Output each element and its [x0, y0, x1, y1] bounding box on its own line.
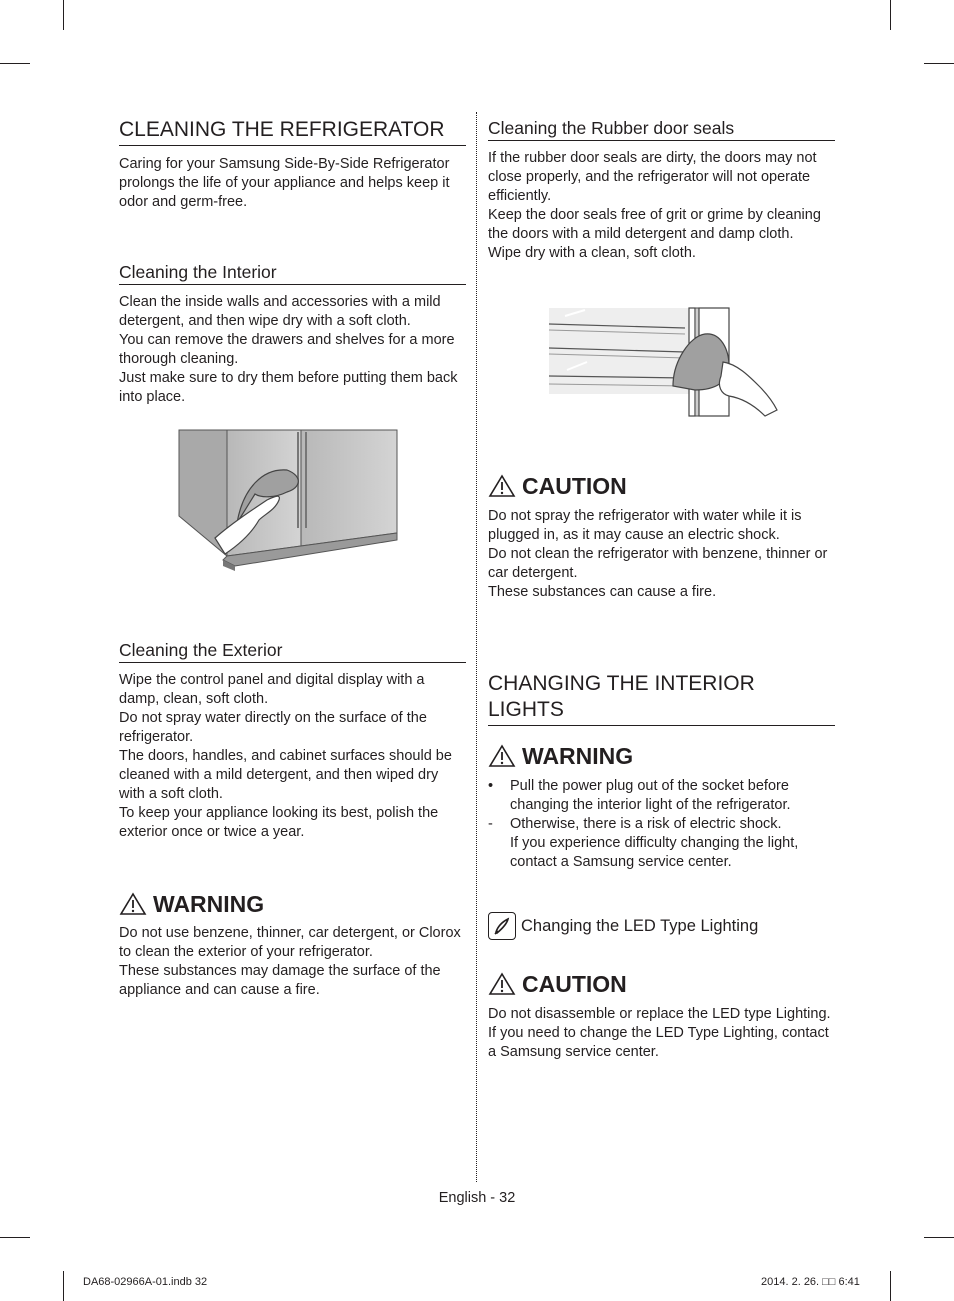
slug-date-info: 2014. 2. 26. □□ 6:41	[761, 1276, 860, 1288]
refrigerator-cleaning-illustration	[175, 428, 405, 573]
section-title: CLEANING THE REFRIGERATOR	[119, 117, 466, 146]
intro-paragraph: Caring for your Samsung Side-By-Side Refrigerator prolongs the life of your appliance and helps keep it odor and germ-free.	[119, 156, 450, 210]
crop-mark	[0, 1237, 30, 1238]
caution-title: CAUTION	[522, 971, 627, 997]
door-seal-cleaning-illustration	[545, 306, 780, 421]
dash-mark: -	[488, 816, 493, 832]
exterior-heading: Cleaning the Exterior	[119, 639, 466, 663]
crop-mark	[0, 63, 30, 64]
column-divider	[476, 112, 477, 1182]
note-row	[488, 912, 835, 940]
warning-title: WARNING	[153, 891, 265, 917]
right-column-middle	[488, 472, 835, 1062]
slug-file-info: DA68-02966A-01.indb 32	[83, 1276, 208, 1288]
text-line: If you experience difficulty changing the light, contact a Samsung service center.	[510, 835, 799, 870]
caution2-text	[488, 1005, 835, 1062]
text-line: Keep the door seals free of grit or grime by cleaning the doors with a mild detergent and damp cloth.	[488, 207, 821, 242]
interior-heading: Cleaning the Interior	[119, 261, 466, 285]
text-line: You can remove the drawers and shelves for a more thorough cleaning.	[119, 332, 455, 367]
bullet-mark: •	[488, 778, 494, 794]
bullet-text: Pull the power plug out of the socket before changing the interior light of the refrigerator.	[510, 778, 791, 813]
crop-mark	[63, 0, 64, 30]
text-line: These substances may damage the surface of the appliance and can cause a fire.	[119, 963, 441, 998]
crop-mark	[63, 1271, 64, 1301]
dash-text	[510, 815, 835, 872]
text-line: Wipe the control panel and digital display with a damp, clean, soft cloth.	[119, 672, 425, 707]
text-line: If the rubber door seals are dirty, the doors may not close properly, and the refrigerator will not operate efficiently.	[488, 150, 817, 204]
text-line: Just make sure to dry them before putting them back into place.	[119, 370, 458, 405]
left-column	[119, 117, 466, 407]
warning-triangle-icon	[119, 892, 147, 916]
note-pen-icon	[488, 912, 516, 940]
dash-item	[488, 815, 835, 872]
interior-text	[119, 293, 466, 407]
page-number: English - 32	[438, 1190, 516, 1206]
crop-mark	[924, 63, 954, 64]
text-line: Do not clean the refrigerator with benzene, thinner or car detergent.	[488, 546, 828, 581]
caution-title: CAUTION	[522, 473, 627, 499]
caution2-heading	[488, 970, 835, 998]
warning-text	[119, 924, 466, 1000]
crop-mark	[890, 1271, 891, 1301]
lights-warning-heading	[488, 742, 835, 770]
text-line: Do not spray water directly on the surface of the refrigerator.	[119, 710, 427, 745]
seals-text	[488, 149, 835, 263]
text-line: The doors, handles, and cabinet surfaces should be cleaned with a mild detergent, and then wiped dry with a soft cloth.	[119, 748, 452, 802]
exterior-text	[119, 671, 466, 842]
right-column	[488, 117, 835, 263]
text-line: Clean the inside walls and accessories with a mild detergent, and then wipe dry with a soft cloth.	[119, 294, 441, 329]
text-line: Wipe dry with a clean, soft cloth.	[488, 245, 696, 261]
text-line: If you need to change the LED Type Lighting, contact a Samsung service center.	[488, 1025, 829, 1060]
seals-heading: Cleaning the Rubber door seals	[488, 117, 835, 141]
bullet-item	[488, 777, 835, 815]
caution-heading	[488, 472, 835, 500]
text-line: These substances can cause a fire.	[488, 584, 717, 600]
lights-warning-list	[488, 777, 835, 872]
warning-heading	[119, 890, 466, 918]
note-text: Changing the LED Type Lighting	[521, 916, 759, 935]
crop-mark	[924, 1237, 954, 1238]
caution-triangle-icon	[488, 972, 516, 996]
caution-triangle-icon	[488, 474, 516, 498]
text-line: To keep your appliance looking its best, polish the exterior once or twice a year.	[119, 805, 439, 840]
text-line: Do not spray the refrigerator with water while it is plugged in, as it may cause an electric shock.	[488, 508, 802, 543]
text-line: Do not use benzene, thinner, car detergent, or Clorox to clean the exterior of your refrigerator.	[119, 925, 461, 960]
crop-mark	[890, 0, 891, 30]
text-line: Do not disassemble or replace the LED type Lighting.	[488, 1006, 831, 1022]
left-column-lower	[119, 639, 466, 1000]
warning-title: WARNING	[522, 743, 634, 769]
caution-text	[488, 507, 835, 602]
warning-triangle-icon	[488, 744, 516, 768]
lights-section-title: CHANGING THE INTERIOR LIGHTS	[488, 671, 835, 726]
text-line: Otherwise, there is a risk of electric shock.	[510, 816, 782, 832]
